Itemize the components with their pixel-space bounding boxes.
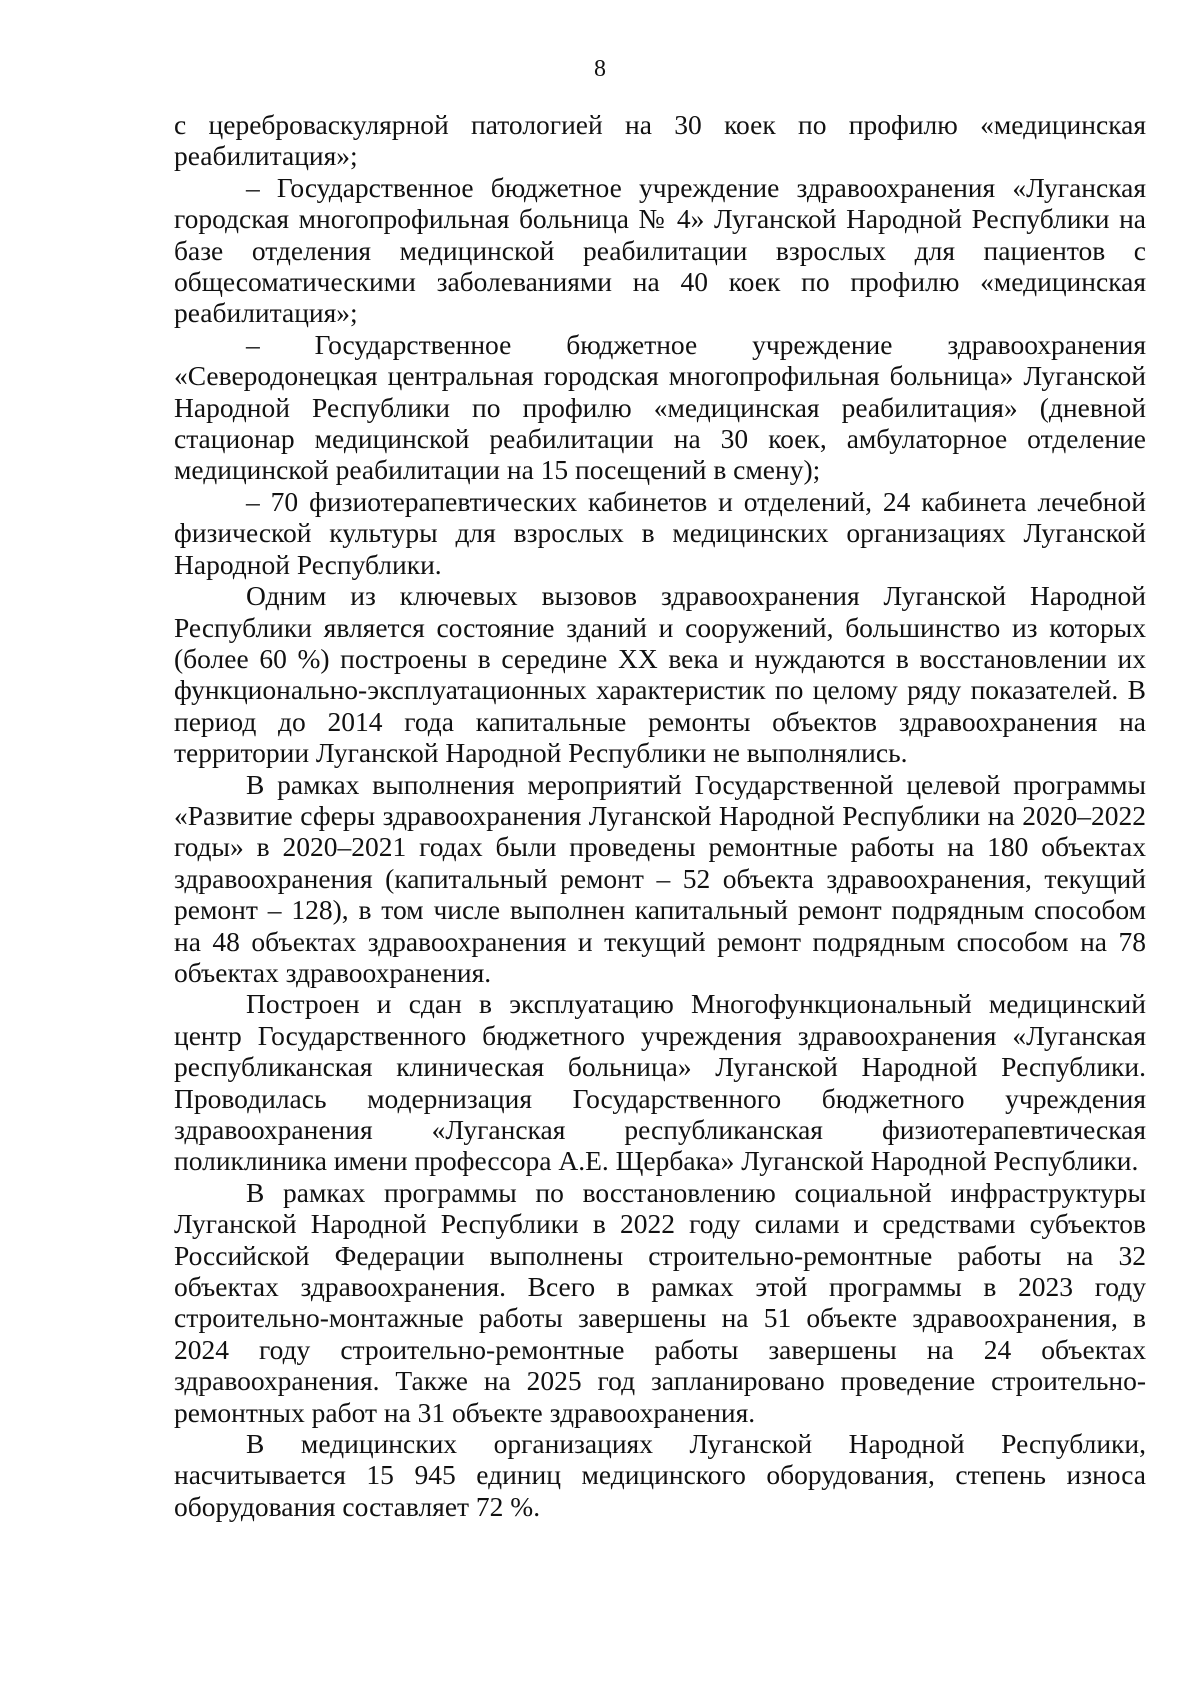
page-number: 8 [594,56,606,82]
list-item-lugansk-hospital-4: – Государственное бюджетное учреждение здравоохранения «Луганская городская многопрофильная больница № 4» Луганской Народной Республики на базе отделения медицинской реабилитации взрослых для пациентов с общесоматическими заболеваниями на 40 коек по профилю «медицинская реабилитация»; [174,171,1146,329]
list-item-physiotherapy-rooms: – 70 физиотерапевтических кабинетов и отделений, 24 кабинета лечебной физической культуры для взрослых в медицинских организациях Луганской Народной Республики. [174,485,1146,580]
list-item-severodonetsk-hospital: – Государственное бюджетное учреждение здравоохранения «Северодонецкая центральная городская многопрофильная больница» Луганской Народной Республики по профилю «медицинская реабилитация» (дневной стационар медицинской реабилитации на 30 коек, амбулаторное отделение медицинской реабилитации на 15 посещений в смену); [174,328,1146,486]
paragraph-equipment: В медицинских организациях Луганской Народной Республики, насчитывается 15 945 единиц медицинского оборудования, степень износа оборудования составляет 72 %. [174,1428,1146,1522]
document-body [174,109,1146,1522]
paragraph-continuation: с цереброваскулярной патологией на 30 коек по профилю «медицинская реабилитация»; [174,109,1146,172]
paragraph-building-condition: Одним из ключевых вызовов здравоохранения Луганской Народной Республики является состояние зданий и сооружений, большинство из которых (более 60 %) построены в середине XX века и нуждаются в восстановлении их функционально-эксплуатационных характеристик по целому ряду показателей. В период до 2014 года капитальные ремонты объектов здравоохранения на территории Луганской Народной Республики не выполнялись. [174,580,1146,769]
paragraph-target-program: В рамках выполнения мероприятий Государственной целевой программы «Развитие сферы здравоохранения Луганской Народной Республики на 2020–2022 годы» в 2020–2021 годах были проведены ремонтные работы на 180 объектах здравоохранения (капитальный ремонт – 52 объекта здравоохранения, текущий ремонт – 128), в том числе выполнен капитальный ремонт подрядным способом на 48 объектах здравоохранения и текущий ремонт подрядным способом на 78 объектах здравоохранения. [174,768,1146,988]
paragraph-restoration-program: В рамках программы по восстановлению социальной инфраструктуры Луганской Народной Республики в 2022 году силами и средствами субъектов Российской Федерации выполнены строительно-ремонтные работы на 32 объектах здравоохранения. Всего в рамках этой программы в 2023 году строительно-монтажные работы завершены на 51 объекте здравоохранения, в 2024 году строительно-ремонтные работы завершены на 24 объектах здравоохранения. Также на 2025 год запланировано проведение строительно-ремонтных работ на 31 объекте здравоохранения. [174,1176,1146,1428]
paragraph-medical-center: Построен и сдан в эксплуатацию Многофункциональный медицинский центр Государственного бюджетного учреждения здравоохранения «Луганская республиканская клиническая больница» Луганской Народной Республики. Проводилась модернизация Государственного бюджетного учреждения здравоохранения «Луганская республиканская физиотерапевтическая поликлиника имени профессора А.Е. Щербака» Луганской Народной Республики. [174,988,1146,1177]
